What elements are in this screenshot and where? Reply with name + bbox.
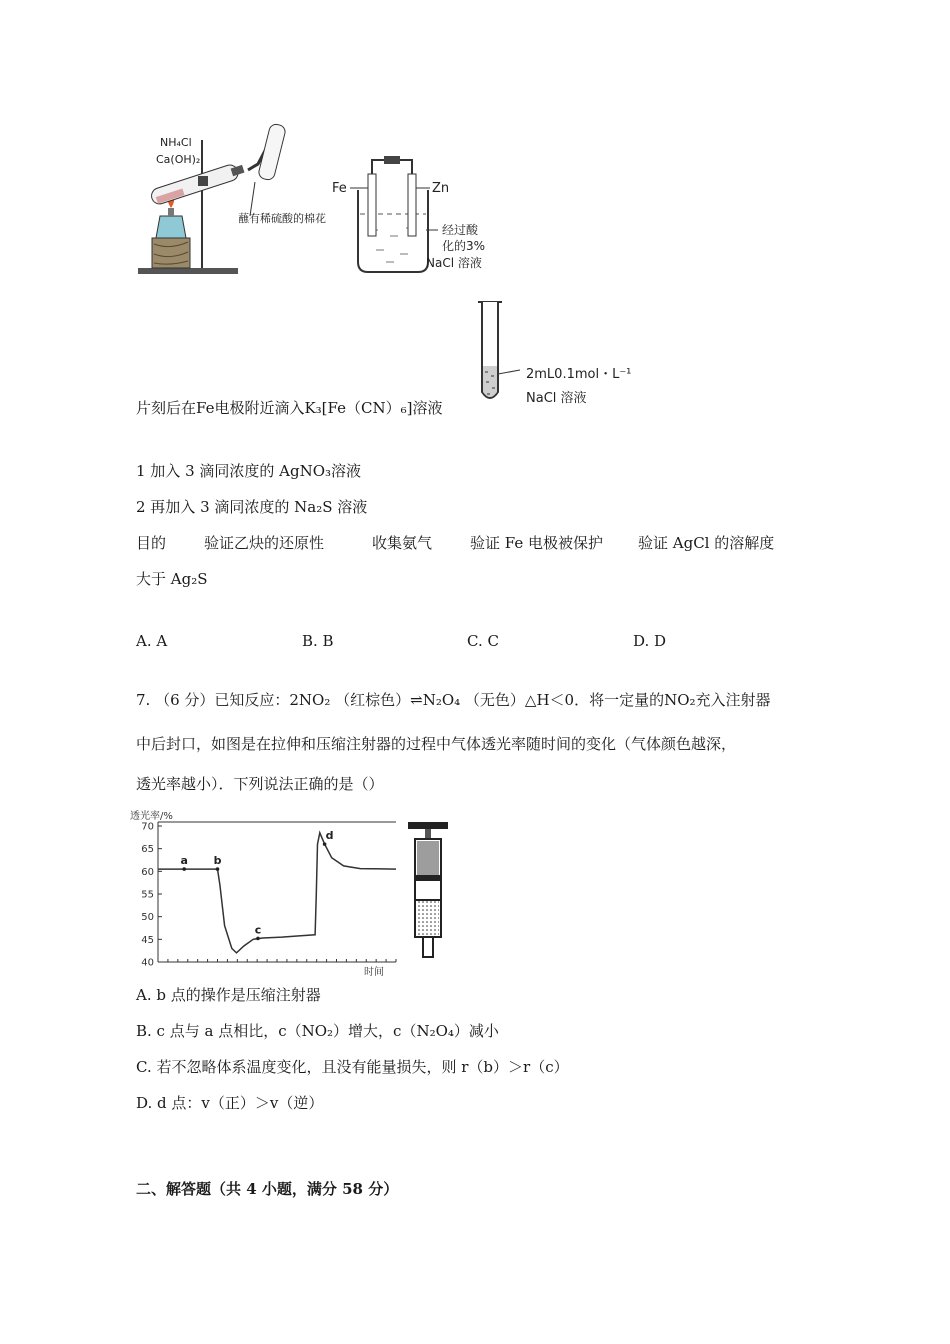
label-nh4cl: NH₄Cl bbox=[160, 136, 192, 149]
point-label-d: d bbox=[325, 829, 334, 843]
nacl-tube-figure bbox=[470, 300, 650, 410]
q7-option-b[interactable]: B. c 点与 a 点相比，c（NO₂）增大，c（N₂O₄）减小 bbox=[136, 1022, 499, 1040]
q7-stem-line2: 中后封口，如图是在拉伸和压缩注射器的过程中气体透光率随时间的变化（气体颜色越深， bbox=[136, 735, 737, 753]
y-tick-label: 60 bbox=[141, 866, 154, 878]
gas-region bbox=[417, 901, 439, 936]
q6-step1: 1 加入 3 滴同浓度的 AgNO₃溶液 bbox=[136, 462, 362, 480]
section2-title: 二、解答题（共 4 小题，满分 58 分） bbox=[136, 1180, 399, 1198]
q6-purpose-label: 目的 bbox=[136, 534, 167, 552]
label-cotton: 蘸有稀硫酸的棉花 bbox=[238, 212, 326, 225]
point-label-b: b bbox=[213, 854, 222, 868]
label-solution-line1: 经过酸 bbox=[442, 223, 479, 237]
y-tick-label: 65 bbox=[141, 844, 154, 856]
label-solution-line2: 化的3% bbox=[442, 239, 486, 253]
point-a bbox=[182, 867, 186, 871]
point-label-a: a bbox=[180, 854, 188, 868]
y-tick-label: 45 bbox=[141, 934, 154, 946]
fe-electrode bbox=[368, 174, 376, 236]
point-label-c: c bbox=[254, 923, 262, 937]
q6-option-d[interactable]: D. D bbox=[633, 632, 667, 650]
q6-purpose-d-cont: 大于 Ag₂S bbox=[136, 570, 208, 588]
label-caoh2: Ca(OH)₂ bbox=[156, 153, 201, 166]
transmittance-chart bbox=[128, 808, 400, 980]
q6-row-b-text: 片刻后在Fe电极附近滴入K₃[Fe（CN）₆]溶液 bbox=[136, 399, 443, 417]
y-tick-label: 40 bbox=[141, 957, 154, 969]
label-solution-line3: NaCl 溶液 bbox=[426, 256, 482, 270]
chart-xlabel: 时间 bbox=[364, 967, 384, 978]
q7-option-c[interactable]: C. 若不忽略体系温度变化，且没有能量损失，则 r（b）＞r（c） bbox=[136, 1058, 569, 1076]
q6-step2: 2 再加入 3 滴同浓度的 Na₂S 溶液 bbox=[136, 498, 368, 516]
electrode-beaker-figure bbox=[330, 150, 515, 280]
q7-option-d[interactable]: D. d 点：v（正）＞v（逆） bbox=[136, 1094, 324, 1112]
q7-stem-line1: 7. （6 分）已知反应：2NO₂ （红棕色）⇌N₂O₄ （无色）△H＜0．将一定量的NO₂充入注射器 bbox=[136, 691, 771, 709]
stand-base bbox=[138, 268, 238, 274]
plunger-handle bbox=[408, 822, 448, 829]
q6-purpose-c: 验证 Fe 电极被保护 bbox=[470, 534, 604, 552]
syringe-nozzle bbox=[423, 937, 433, 957]
q7-stem-line3: 透光率越小）．下列说法正确的是（） bbox=[136, 775, 384, 793]
syringe-figure bbox=[405, 820, 455, 962]
plunger-head bbox=[416, 875, 440, 881]
q7-option-a[interactable]: A. b 点的操作是压缩注射器 bbox=[136, 986, 321, 1004]
label-nacl-solution: NaCl 溶液 bbox=[526, 391, 587, 406]
q6-purpose-a: 验证乙炔的还原性 bbox=[204, 534, 325, 552]
point-d bbox=[323, 842, 327, 846]
transmittance-curve bbox=[158, 833, 396, 953]
chart-ylabel: 透光率/% bbox=[130, 811, 173, 822]
y-tick-label: 50 bbox=[141, 912, 154, 924]
q6-purpose-b: 收集氨气 bbox=[372, 534, 433, 552]
label-zn: Zn bbox=[432, 181, 450, 196]
collection-tube bbox=[257, 123, 286, 181]
y-tick-label: 70 bbox=[141, 821, 154, 833]
point-c bbox=[256, 937, 260, 941]
q6-option-b[interactable]: B. B bbox=[302, 632, 334, 650]
q6-option-c[interactable]: C. C bbox=[467, 632, 499, 650]
label-concentration: 2mL0.1mol・L⁻¹ bbox=[526, 367, 632, 382]
label-fe: Fe bbox=[332, 181, 347, 196]
y-tick-label: 55 bbox=[141, 889, 154, 901]
q6-purpose-d: 验证 AgCl 的溶解度 bbox=[638, 534, 775, 552]
alcohol-lamp bbox=[156, 216, 186, 238]
zn-electrode bbox=[408, 174, 416, 236]
ammonia-apparatus-figure bbox=[130, 120, 326, 280]
q6-option-a[interactable]: A. A bbox=[136, 632, 168, 650]
point-b bbox=[216, 867, 220, 871]
